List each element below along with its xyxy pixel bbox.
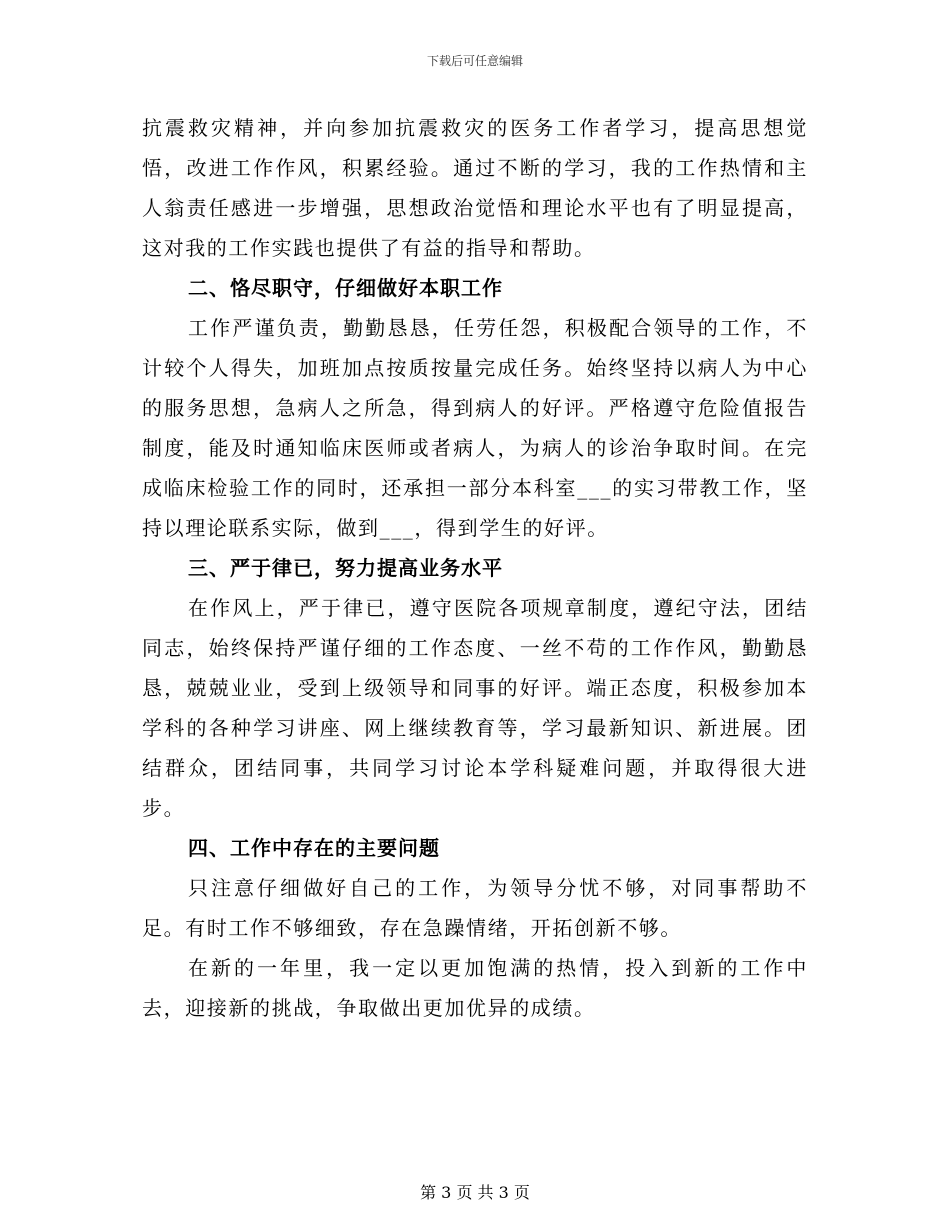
paragraph-section-3: 在作风上，严于律已，遵守医院各项规章制度，遵纪守法，团结同志，始终保持严谨仔细的工作态度、一丝不苟的工作作风，勤勤恳恳，兢兢业业，受到上级领导和同事的好评。端正态度，积极参加本学科的各种学习讲座、网上继续教育等，学习最新知识、新进展。团结群众，团结同事，共同学习讨论本学科疑难问题，并取得很大进步。 [142, 596, 808, 820]
paragraph-closing: 在新的一年里，我一定以更加饱满的热情，投入到新的工作中去，迎接新的挑战，争取做出更加优异的成绩。 [142, 956, 808, 1020]
document-body [142, 108, 808, 1028]
page-number: 第 3 页 共 3 页 [420, 1183, 530, 1202]
paragraph-section-4: 只注意仔细做好自己的工作，为领导分忧不够，对同事帮助不足。有时工作不够细致，存在急躁情绪，开拓创新不够。 [142, 876, 808, 940]
paragraph-section-2: 工作严谨负责，勤勤恳恳，任劳任怨，积极配合领导的工作，不计较个人得失，加班加点按质按量完成任务。始终坚持以病人为中心的服务思想，急病人之所急，得到病人的好评。严格遵守危险值报告制度，能及时通知临床医师或者病人，为病人的诊治争取时间。在完成临床检验工作的同时，还承担一部分本科室___的实习带教工作，坚持以理论联系实际，做到___，得到学生的好评。 [142, 316, 808, 540]
page-header-note: 下载后可任意编辑 [426, 54, 523, 68]
section-heading-2: 二、恪尽职守，仔细做好本职工作 [188, 276, 503, 300]
section-heading-4: 四、工作中存在的主要问题 [188, 836, 440, 860]
section-heading-3: 三、严于律已，努力提高业务水平 [188, 556, 503, 580]
paragraph-continued: 抗震救灾精神，并向参加抗震救灾的医务工作者学习，提高思想觉悟，改进工作作风，积累经验。通过不断的学习，我的工作热情和主人翁责任感进一步增强，思想政治觉悟和理论水平也有了明显提高，这对我的工作实践也提供了有益的指导和帮助。 [142, 116, 808, 260]
